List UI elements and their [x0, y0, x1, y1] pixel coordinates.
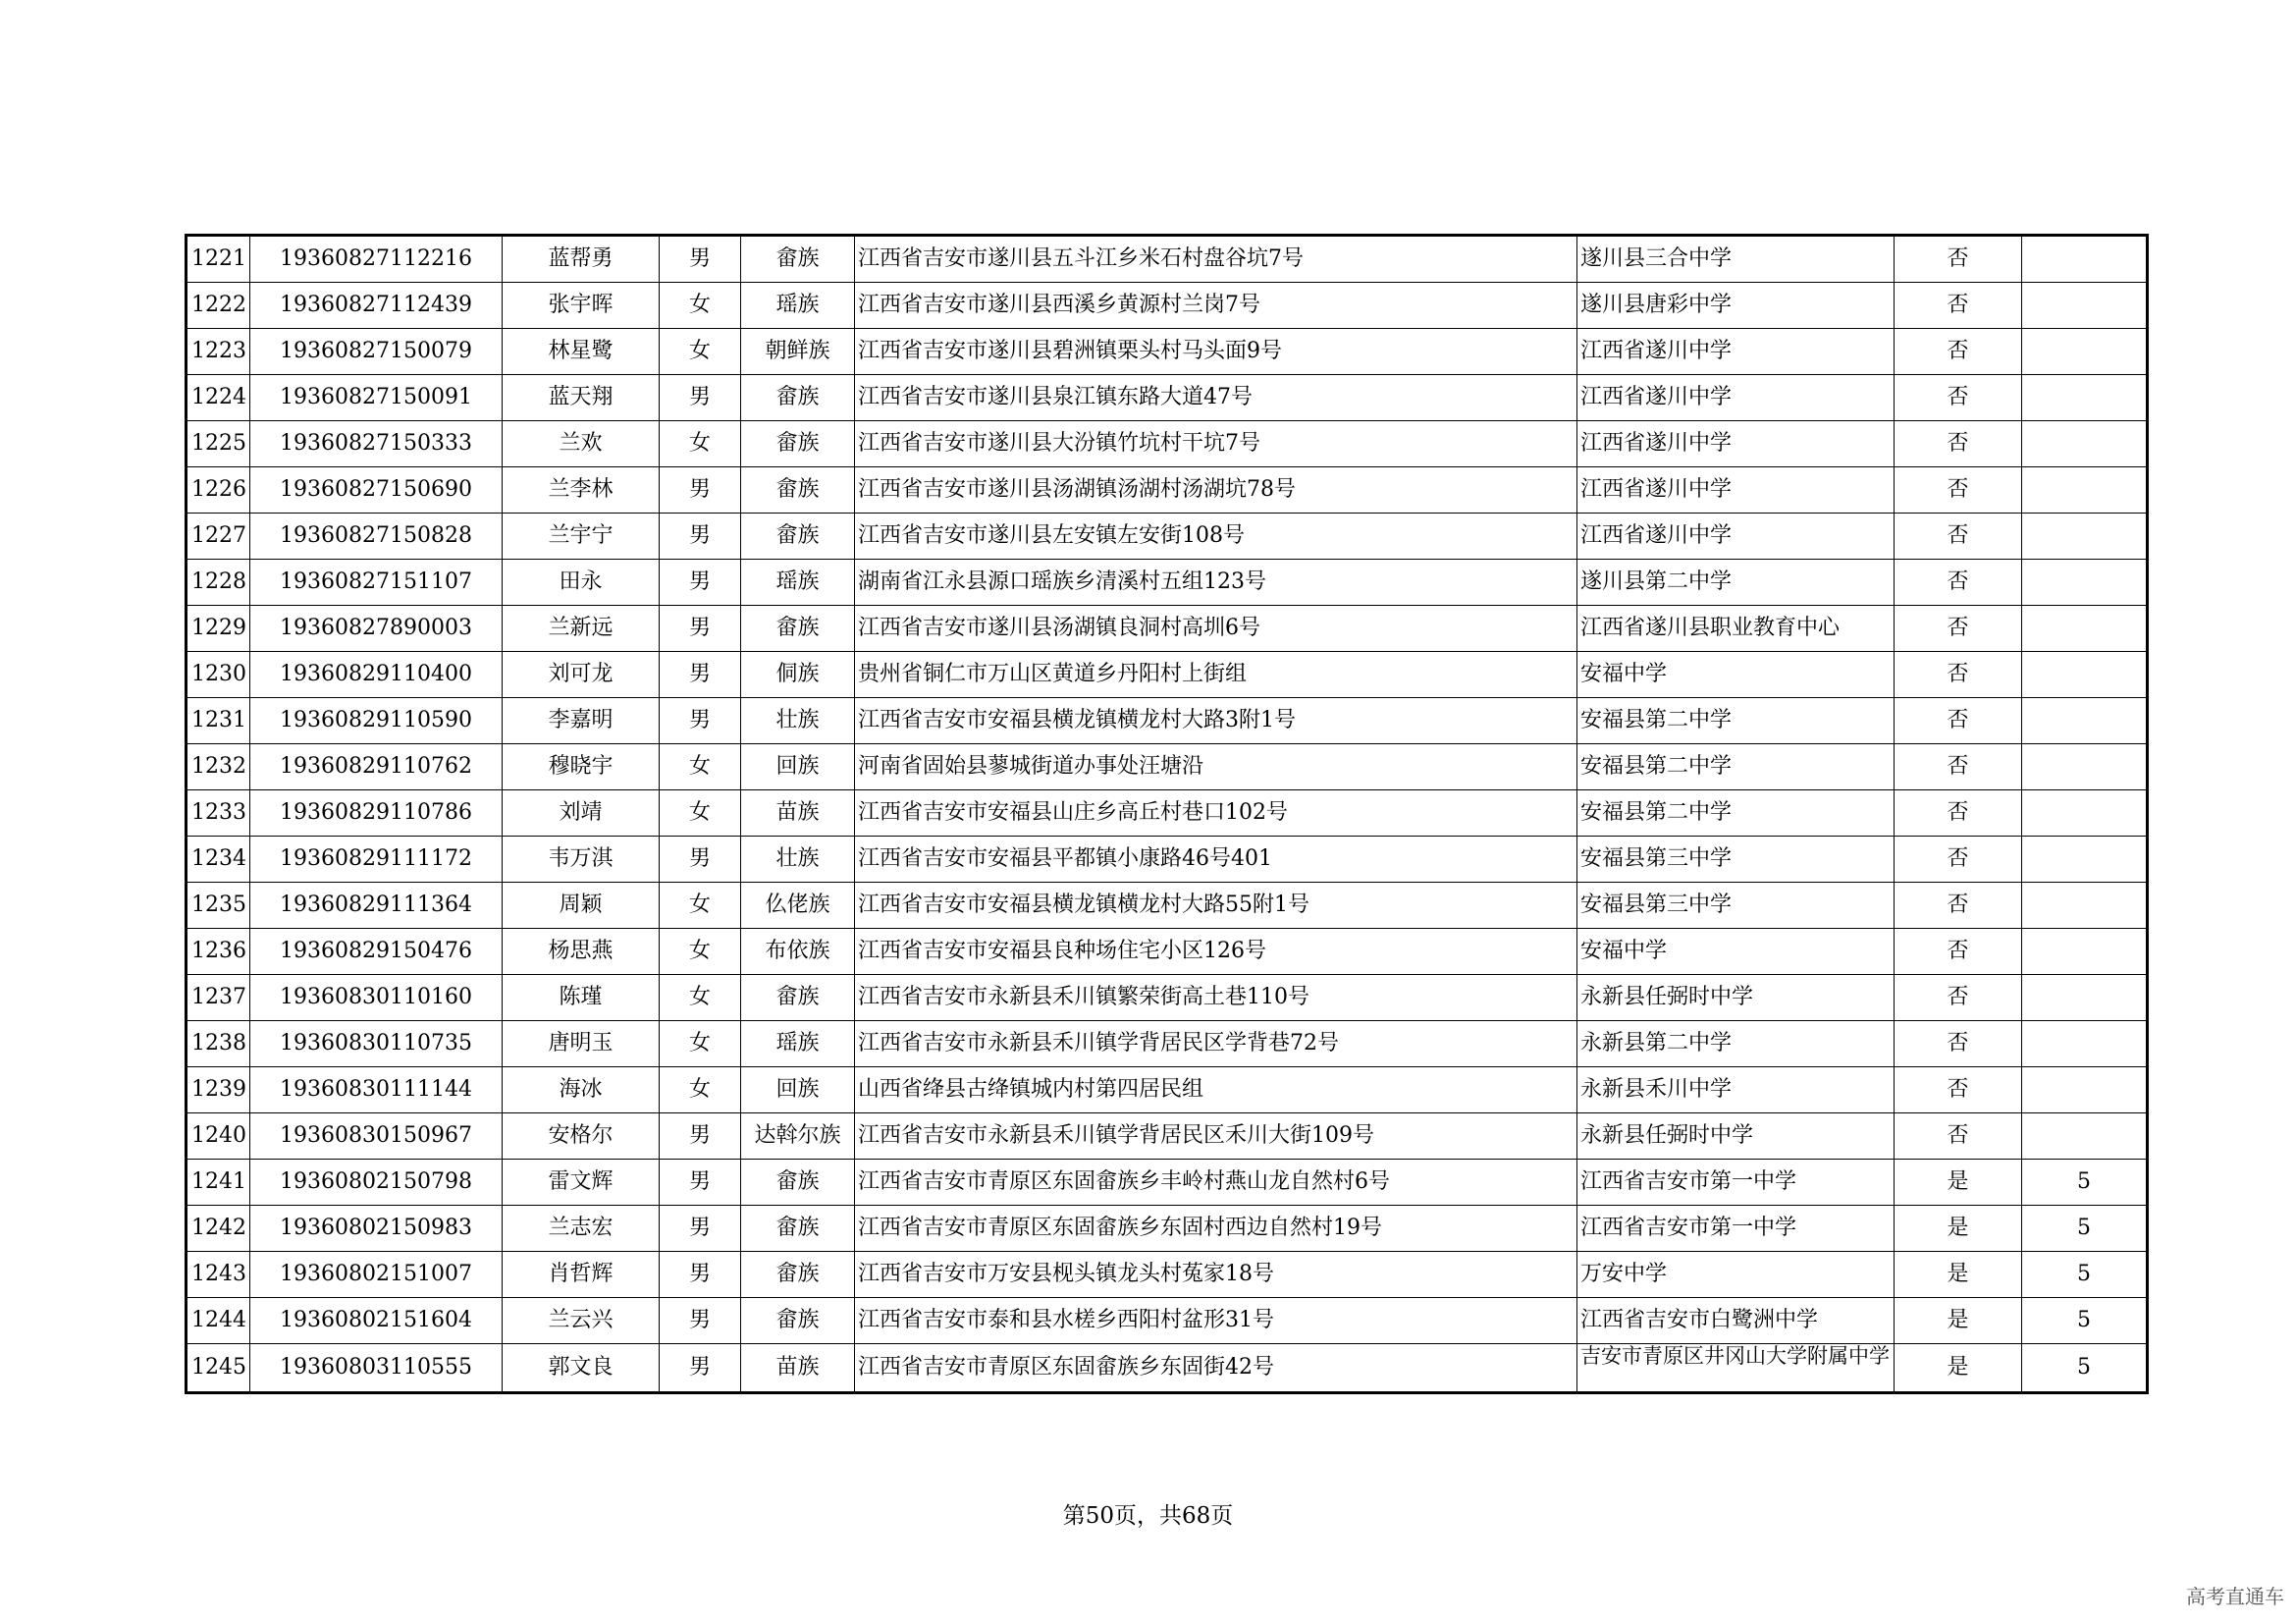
bonus-points — [2022, 514, 2148, 560]
student-name: 周颖 — [503, 883, 660, 929]
table-row — [187, 744, 2148, 790]
row-index: 1236 — [187, 929, 250, 975]
bonus-points — [2022, 1021, 2148, 1067]
ethnicity: 畲族 — [741, 1206, 855, 1252]
student-name: 郭文良 — [503, 1344, 660, 1393]
bonus-flag: 否 — [1895, 698, 2022, 744]
gender: 女 — [660, 790, 741, 837]
bonus-flag: 否 — [1895, 236, 2022, 283]
table-row — [187, 929, 2148, 975]
table-row — [187, 236, 2148, 283]
ethnicity: 畲族 — [741, 1160, 855, 1206]
bonus-flag: 否 — [1895, 744, 2022, 790]
bonus-flag: 是 — [1895, 1160, 2022, 1206]
ethnicity: 畲族 — [741, 975, 855, 1021]
bonus-flag: 否 — [1895, 1067, 2022, 1113]
student-name: 穆晓宇 — [503, 744, 660, 790]
registration-number: 19360827112439 — [250, 283, 503, 329]
bonus-points — [2022, 698, 2148, 744]
student-table — [185, 234, 2149, 1394]
bonus-points — [2022, 744, 2148, 790]
home-address: 江西省吉安市永新县禾川镇学背居民区学背巷72号 — [855, 1021, 1577, 1067]
ethnicity: 畲族 — [741, 467, 855, 514]
registration-number: 19360830150967 — [250, 1113, 503, 1160]
school-name: 江西省遂川中学 — [1577, 375, 1895, 421]
home-address: 江西省吉安市青原区东固畲族乡东固村西边自然村19号 — [855, 1206, 1577, 1252]
school-name: 万安中学 — [1577, 1252, 1895, 1298]
table-row — [187, 1252, 2148, 1298]
ethnicity: 畲族 — [741, 421, 855, 467]
table-row — [187, 329, 2148, 375]
registration-number: 19360827150690 — [250, 467, 503, 514]
table-row — [187, 1113, 2148, 1160]
registration-number: 19360802151604 — [250, 1298, 503, 1344]
bonus-points — [2022, 975, 2148, 1021]
student-name: 兰李林 — [503, 467, 660, 514]
table-row — [187, 514, 2148, 560]
row-index: 1241 — [187, 1160, 250, 1206]
bonus-points: 5 — [2022, 1252, 2148, 1298]
row-index: 1237 — [187, 975, 250, 1021]
bonus-points — [2022, 421, 2148, 467]
student-name: 唐明玉 — [503, 1021, 660, 1067]
ethnicity: 仫佬族 — [741, 883, 855, 929]
student-name: 韦万淇 — [503, 837, 660, 883]
gender: 女 — [660, 1021, 741, 1067]
bonus-flag: 否 — [1895, 883, 2022, 929]
gender: 男 — [660, 375, 741, 421]
ethnicity: 苗族 — [741, 790, 855, 837]
row-index: 1232 — [187, 744, 250, 790]
home-address: 江西省吉安市永新县禾川镇学背居民区禾川大街109号 — [855, 1113, 1577, 1160]
gender: 女 — [660, 929, 741, 975]
gender: 男 — [660, 1206, 741, 1252]
watermark-text: 高考直通车 — [2186, 1585, 2284, 1608]
home-address: 江西省吉安市永新县禾川镇繁荣街高土巷110号 — [855, 975, 1577, 1021]
ethnicity: 苗族 — [741, 1344, 855, 1393]
ethnicity: 畲族 — [741, 236, 855, 283]
row-index: 1225 — [187, 421, 250, 467]
bonus-flag: 否 — [1895, 329, 2022, 375]
row-index: 1243 — [187, 1252, 250, 1298]
student-name: 林星鹭 — [503, 329, 660, 375]
bonus-points — [2022, 375, 2148, 421]
registration-number: 19360827112216 — [250, 236, 503, 283]
registration-number: 19360802151007 — [250, 1252, 503, 1298]
registration-number: 19360829111364 — [250, 883, 503, 929]
home-address: 江西省吉安市遂川县大汾镇竹坑村干坑7号 — [855, 421, 1577, 467]
registration-number: 19360829110400 — [250, 652, 503, 698]
home-address: 贵州省铜仁市万山区黄道乡丹阳村上街组 — [855, 652, 1577, 698]
ethnicity: 畲族 — [741, 1298, 855, 1344]
bonus-flag: 否 — [1895, 975, 2022, 1021]
row-index: 1224 — [187, 375, 250, 421]
table-row — [187, 698, 2148, 744]
home-address: 江西省吉安市万安县枧头镇龙头村菟家18号 — [855, 1252, 1577, 1298]
student-name: 杨思燕 — [503, 929, 660, 975]
home-address: 江西省吉安市遂川县汤湖镇汤湖村汤湖坑78号 — [855, 467, 1577, 514]
ethnicity: 回族 — [741, 1067, 855, 1113]
bonus-points — [2022, 560, 2148, 606]
bonus-flag: 否 — [1895, 790, 2022, 837]
home-address: 江西省吉安市遂川县西溪乡黄源村兰岗7号 — [855, 283, 1577, 329]
row-index: 1240 — [187, 1113, 250, 1160]
gender: 女 — [660, 744, 741, 790]
registration-number: 19360829110590 — [250, 698, 503, 744]
bonus-points — [2022, 329, 2148, 375]
ethnicity: 畲族 — [741, 606, 855, 652]
registration-number: 19360829110762 — [250, 744, 503, 790]
table-row — [187, 1206, 2148, 1252]
page-number: 第50页，共68页 — [1062, 1503, 1234, 1529]
registration-number: 19360827150079 — [250, 329, 503, 375]
gender: 女 — [660, 329, 741, 375]
home-address: 江西省吉安市遂川县汤湖镇良洞村高圳6号 — [855, 606, 1577, 652]
home-address: 河南省固始县蓼城街道办事处汪塘沿 — [855, 744, 1577, 790]
student-name: 刘可龙 — [503, 652, 660, 698]
registration-number: 19360827150091 — [250, 375, 503, 421]
table-row — [187, 467, 2148, 514]
ethnicity: 瑶族 — [741, 560, 855, 606]
row-index: 1238 — [187, 1021, 250, 1067]
school-name: 遂川县三合中学 — [1577, 236, 1895, 283]
bonus-points — [2022, 790, 2148, 837]
registration-number: 19360802150798 — [250, 1160, 503, 1206]
home-address: 湖南省江永县源口瑶族乡清溪村五组123号 — [855, 560, 1577, 606]
student-name: 安格尔 — [503, 1113, 660, 1160]
school-name: 江西省吉安市第一中学 — [1577, 1206, 1895, 1252]
gender: 女 — [660, 883, 741, 929]
row-index: 1242 — [187, 1206, 250, 1252]
home-address: 江西省吉安市遂川县左安镇左安街108号 — [855, 514, 1577, 560]
home-address: 江西省吉安市青原区东固畲族乡东固街42号 — [855, 1344, 1577, 1393]
bonus-flag: 否 — [1895, 1113, 2022, 1160]
student-name: 陈瑾 — [503, 975, 660, 1021]
school-name: 江西省吉安市第一中学 — [1577, 1160, 1895, 1206]
school-name: 江西省吉安市白鹭洲中学 — [1577, 1298, 1895, 1344]
row-index: 1223 — [187, 329, 250, 375]
row-index: 1222 — [187, 283, 250, 329]
ethnicity: 瑶族 — [741, 283, 855, 329]
row-index: 1231 — [187, 698, 250, 744]
bonus-points — [2022, 236, 2148, 283]
student-name: 刘靖 — [503, 790, 660, 837]
home-address: 江西省吉安市安福县横龙镇横龙村大路55附1号 — [855, 883, 1577, 929]
bonus-points — [2022, 1113, 2148, 1160]
bonus-flag: 否 — [1895, 514, 2022, 560]
bonus-points — [2022, 929, 2148, 975]
registration-number: 19360803110555 — [250, 1344, 503, 1393]
school-name: 江西省遂川中学 — [1577, 467, 1895, 514]
school-name: 安福县第三中学 — [1577, 883, 1895, 929]
school-name: 永新县任弼时中学 — [1577, 1113, 1895, 1160]
student-name: 蓝帮勇 — [503, 236, 660, 283]
registration-number: 19360829150476 — [250, 929, 503, 975]
ethnicity: 壮族 — [741, 698, 855, 744]
student-name: 兰新远 — [503, 606, 660, 652]
gender: 男 — [660, 1113, 741, 1160]
home-address: 江西省吉安市安福县平都镇小康路46号401 — [855, 837, 1577, 883]
bonus-flag: 否 — [1895, 467, 2022, 514]
bonus-flag: 否 — [1895, 1021, 2022, 1067]
row-index: 1239 — [187, 1067, 250, 1113]
ethnicity: 瑶族 — [741, 1021, 855, 1067]
row-index: 1229 — [187, 606, 250, 652]
school-name: 吉安市青原区井冈山大学附属中学 — [1577, 1344, 1895, 1393]
row-index: 1230 — [187, 652, 250, 698]
school-name: 江西省遂川县职业教育中心 — [1577, 606, 1895, 652]
row-index: 1226 — [187, 467, 250, 514]
table-row — [187, 790, 2148, 837]
home-address: 江西省吉安市青原区东固畲族乡丰岭村燕山龙自然村6号 — [855, 1160, 1577, 1206]
bonus-points — [2022, 1067, 2148, 1113]
bonus-points — [2022, 652, 2148, 698]
gender: 男 — [660, 1298, 741, 1344]
table-body — [187, 236, 2148, 1393]
row-index: 1235 — [187, 883, 250, 929]
school-name: 安福县第二中学 — [1577, 744, 1895, 790]
registration-number: 19360830110735 — [250, 1021, 503, 1067]
bonus-points: 5 — [2022, 1298, 2148, 1344]
school-name: 永新县禾川中学 — [1577, 1067, 1895, 1113]
ethnicity: 畲族 — [741, 375, 855, 421]
home-address: 江西省吉安市遂川县五斗江乡米石村盘谷坑7号 — [855, 236, 1577, 283]
ethnicity: 畲族 — [741, 514, 855, 560]
bonus-points — [2022, 883, 2148, 929]
school-name: 江西省遂川中学 — [1577, 329, 1895, 375]
gender: 女 — [660, 1067, 741, 1113]
gender: 男 — [660, 560, 741, 606]
registration-number: 19360827151107 — [250, 560, 503, 606]
gender: 男 — [660, 1344, 741, 1393]
school-name: 遂川县唐彩中学 — [1577, 283, 1895, 329]
ethnicity: 侗族 — [741, 652, 855, 698]
bonus-points — [2022, 837, 2148, 883]
student-name: 雷文辉 — [503, 1160, 660, 1206]
ethnicity: 达斡尔族 — [741, 1113, 855, 1160]
home-address: 江西省吉安市泰和县水槎乡西阳村盆形31号 — [855, 1298, 1577, 1344]
ethnicity: 朝鲜族 — [741, 329, 855, 375]
gender: 男 — [660, 698, 741, 744]
bonus-flag: 否 — [1895, 560, 2022, 606]
bonus-flag: 否 — [1895, 375, 2022, 421]
gender: 女 — [660, 283, 741, 329]
school-name: 遂川县第二中学 — [1577, 560, 1895, 606]
bonus-flag: 否 — [1895, 283, 2022, 329]
school-name: 江西省遂川中学 — [1577, 421, 1895, 467]
bonus-flag: 否 — [1895, 606, 2022, 652]
gender: 男 — [660, 1252, 741, 1298]
gender: 男 — [660, 652, 741, 698]
registration-number: 19360829111172 — [250, 837, 503, 883]
student-name: 兰欢 — [503, 421, 660, 467]
home-address: 江西省吉安市安福县山庄乡高丘村巷口102号 — [855, 790, 1577, 837]
student-name: 张宇晖 — [503, 283, 660, 329]
student-name: 海冰 — [503, 1067, 660, 1113]
school-name: 安福县第二中学 — [1577, 790, 1895, 837]
bonus-flag: 是 — [1895, 1252, 2022, 1298]
row-index: 1227 — [187, 514, 250, 560]
ethnicity: 布依族 — [741, 929, 855, 975]
gender: 女 — [660, 421, 741, 467]
school-name: 安福中学 — [1577, 652, 1895, 698]
bonus-points — [2022, 606, 2148, 652]
registration-number: 19360829110786 — [250, 790, 503, 837]
student-name: 兰宇宁 — [503, 514, 660, 560]
bonus-flag: 否 — [1895, 837, 2022, 883]
bonus-points: 5 — [2022, 1160, 2148, 1206]
table-row — [187, 375, 2148, 421]
registration-number: 19360830111144 — [250, 1067, 503, 1113]
student-name: 蓝天翔 — [503, 375, 660, 421]
table-row — [187, 1067, 2148, 1113]
bonus-flag: 否 — [1895, 929, 2022, 975]
student-name: 兰云兴 — [503, 1298, 660, 1344]
school-name: 安福中学 — [1577, 929, 1895, 975]
row-index: 1228 — [187, 560, 250, 606]
school-name: 永新县第二中学 — [1577, 1021, 1895, 1067]
student-name: 肖哲辉 — [503, 1252, 660, 1298]
gender: 男 — [660, 837, 741, 883]
home-address: 山西省绛县古绛镇城内村第四居民组 — [855, 1067, 1577, 1113]
student-name: 兰志宏 — [503, 1206, 660, 1252]
table-row — [187, 1021, 2148, 1067]
registration-number: 19360827150333 — [250, 421, 503, 467]
home-address: 江西省吉安市遂川县泉江镇东路大道47号 — [855, 375, 1577, 421]
table-row — [187, 1344, 2148, 1393]
home-address: 江西省吉安市安福县良种场住宅小区126号 — [855, 929, 1577, 975]
row-index: 1245 — [187, 1344, 250, 1393]
table-row — [187, 606, 2148, 652]
row-index: 1234 — [187, 837, 250, 883]
gender: 女 — [660, 975, 741, 1021]
home-address: 江西省吉安市遂川县碧洲镇栗头村马头面9号 — [855, 329, 1577, 375]
table-row — [187, 1298, 2148, 1344]
row-index: 1221 — [187, 236, 250, 283]
student-name: 田永 — [503, 560, 660, 606]
table-row — [187, 560, 2148, 606]
ethnicity: 畲族 — [741, 1252, 855, 1298]
bonus-points — [2022, 283, 2148, 329]
school-name: 江西省遂川中学 — [1577, 514, 1895, 560]
student-name: 李嘉明 — [503, 698, 660, 744]
bonus-flag: 否 — [1895, 652, 2022, 698]
gender: 男 — [660, 236, 741, 283]
table-row — [187, 837, 2148, 883]
table-row — [187, 883, 2148, 929]
table-row — [187, 1160, 2148, 1206]
ethnicity: 回族 — [741, 744, 855, 790]
table-row — [187, 421, 2148, 467]
home-address: 江西省吉安市安福县横龙镇横龙村大路3附1号 — [855, 698, 1577, 744]
school-name: 安福县第二中学 — [1577, 698, 1895, 744]
gender: 男 — [660, 606, 741, 652]
ethnicity: 壮族 — [741, 837, 855, 883]
bonus-flag: 是 — [1895, 1206, 2022, 1252]
registration-number: 19360827150828 — [250, 514, 503, 560]
table-row — [187, 652, 2148, 698]
registration-number: 19360802150983 — [250, 1206, 503, 1252]
school-name: 安福县第三中学 — [1577, 837, 1895, 883]
bonus-points — [2022, 467, 2148, 514]
bonus-flag: 否 — [1895, 421, 2022, 467]
table-row — [187, 975, 2148, 1021]
school-name: 永新县任弼时中学 — [1577, 975, 1895, 1021]
bonus-points: 5 — [2022, 1206, 2148, 1252]
gender: 男 — [660, 1160, 741, 1206]
bonus-flag: 是 — [1895, 1298, 2022, 1344]
row-index: 1233 — [187, 790, 250, 837]
row-index: 1244 — [187, 1298, 250, 1344]
gender: 男 — [660, 514, 741, 560]
bonus-points: 5 — [2022, 1344, 2148, 1393]
registration-number: 19360830110160 — [250, 975, 503, 1021]
gender: 男 — [660, 467, 741, 514]
bonus-flag: 是 — [1895, 1344, 2022, 1393]
table-row — [187, 283, 2148, 329]
registration-number: 19360827890003 — [250, 606, 503, 652]
